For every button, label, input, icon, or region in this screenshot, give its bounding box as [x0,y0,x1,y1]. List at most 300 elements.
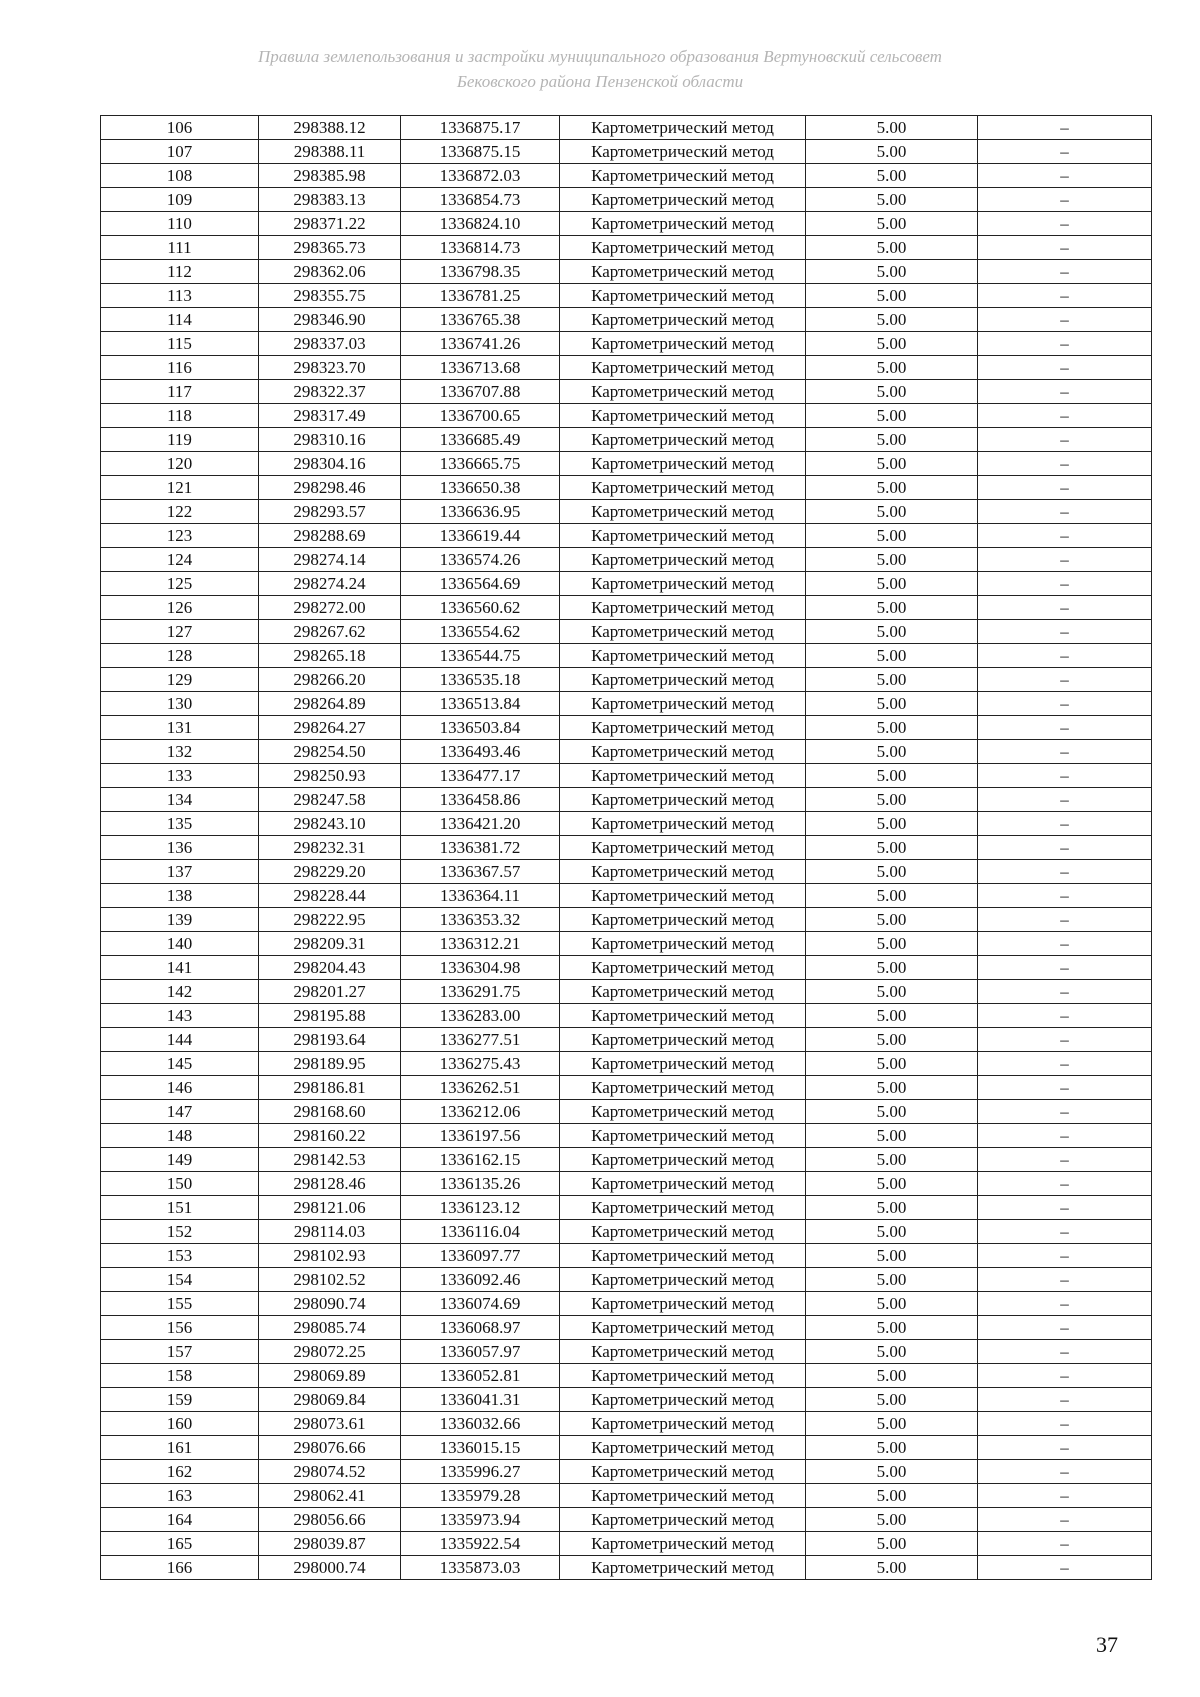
accuracy-cell: 5.00 [806,1076,978,1100]
note-cell: – [978,1244,1152,1268]
note-cell: – [978,380,1152,404]
point-number-cell: 110 [101,212,259,236]
table-row [101,860,1152,884]
method-cell: Картометрический метод [560,644,806,668]
note-cell: – [978,116,1152,140]
point-number-cell: 133 [101,764,259,788]
point-number-cell: 114 [101,308,259,332]
note-cell: – [978,1196,1152,1220]
x-coordinate-cell: 298209.31 [259,932,401,956]
table-row [101,1508,1152,1532]
point-number-cell: 149 [101,1148,259,1172]
x-coordinate-cell: 298142.53 [259,1148,401,1172]
point-number-cell: 144 [101,1028,259,1052]
table-row [101,452,1152,476]
accuracy-cell: 5.00 [806,380,978,404]
table-row [101,548,1152,572]
y-coordinate-cell: 1336197.56 [401,1124,560,1148]
table-row [101,308,1152,332]
x-coordinate-cell: 298274.14 [259,548,401,572]
point-number-cell: 112 [101,260,259,284]
note-cell: – [978,1388,1152,1412]
note-cell: – [978,1484,1152,1508]
table-row [101,1460,1152,1484]
accuracy-cell: 5.00 [806,908,978,932]
method-cell: Картометрический метод [560,1004,806,1028]
table-row [101,212,1152,236]
table-row [101,164,1152,188]
method-cell: Картометрический метод [560,116,806,140]
note-cell: – [978,740,1152,764]
y-coordinate-cell: 1336503.84 [401,716,560,740]
accuracy-cell: 5.00 [806,644,978,668]
x-coordinate-cell: 298310.16 [259,428,401,452]
y-coordinate-cell: 1336162.15 [401,1148,560,1172]
method-cell: Картометрический метод [560,1172,806,1196]
accuracy-cell: 5.00 [806,524,978,548]
table-row [101,1268,1152,1292]
note-cell: – [978,1268,1152,1292]
table-row [101,284,1152,308]
method-cell: Картометрический метод [560,476,806,500]
table-row [101,1244,1152,1268]
y-coordinate-cell: 1336381.72 [401,836,560,860]
y-coordinate-cell: 1336707.88 [401,380,560,404]
point-number-cell: 129 [101,668,259,692]
table-row [101,1292,1152,1316]
point-number-cell: 148 [101,1124,259,1148]
x-coordinate-cell: 298304.16 [259,452,401,476]
x-coordinate-cell: 298102.52 [259,1268,401,1292]
y-coordinate-cell: 1336798.35 [401,260,560,284]
accuracy-cell: 5.00 [806,548,978,572]
x-coordinate-cell: 298128.46 [259,1172,401,1196]
point-number-cell: 113 [101,284,259,308]
accuracy-cell: 5.00 [806,1172,978,1196]
accuracy-cell: 5.00 [806,1364,978,1388]
y-coordinate-cell: 1336814.73 [401,236,560,260]
header-line-2: Бековского района Пензенской области [456,72,744,91]
accuracy-cell: 5.00 [806,476,978,500]
table-row [101,572,1152,596]
x-coordinate-cell: 298288.69 [259,524,401,548]
method-cell: Картометрический метод [560,668,806,692]
x-coordinate-cell: 298362.06 [259,260,401,284]
method-cell: Картометрический метод [560,1436,806,1460]
method-cell: Картометрический метод [560,212,806,236]
table-row [101,404,1152,428]
accuracy-cell: 5.00 [806,1220,978,1244]
y-coordinate-cell: 1336650.38 [401,476,560,500]
table-row [101,428,1152,452]
accuracy-cell: 5.00 [806,1244,978,1268]
point-number-cell: 154 [101,1268,259,1292]
note-cell: – [978,764,1152,788]
y-coordinate-cell: 1336116.04 [401,1220,560,1244]
method-cell: Картометрический метод [560,836,806,860]
point-number-cell: 140 [101,932,259,956]
method-cell: Картометрический метод [560,284,806,308]
method-cell: Картометрический метод [560,452,806,476]
method-cell: Картометрический метод [560,1076,806,1100]
x-coordinate-cell: 298090.74 [259,1292,401,1316]
note-cell: – [978,1292,1152,1316]
accuracy-cell: 5.00 [806,1460,978,1484]
accuracy-cell: 5.00 [806,716,978,740]
y-coordinate-cell: 1336700.65 [401,404,560,428]
method-cell: Картометрический метод [560,812,806,836]
method-cell: Картометрический метод [560,1556,806,1580]
note-cell: – [978,284,1152,308]
accuracy-cell: 5.00 [806,500,978,524]
y-coordinate-cell: 1336015.15 [401,1436,560,1460]
point-number-cell: 138 [101,884,259,908]
note-cell: – [978,404,1152,428]
note-cell: – [978,1076,1152,1100]
method-cell: Картометрический метод [560,884,806,908]
x-coordinate-cell: 298160.22 [259,1124,401,1148]
note-cell: – [978,1556,1152,1580]
accuracy-cell: 5.00 [806,1388,978,1412]
point-number-cell: 166 [101,1556,259,1580]
method-cell: Картометрический метод [560,1100,806,1124]
y-coordinate-cell: 1336123.12 [401,1196,560,1220]
point-number-cell: 163 [101,1484,259,1508]
accuracy-cell: 5.00 [806,236,978,260]
point-number-cell: 130 [101,692,259,716]
accuracy-cell: 5.00 [806,404,978,428]
x-coordinate-cell: 298039.87 [259,1532,401,1556]
y-coordinate-cell: 1336212.06 [401,1100,560,1124]
x-coordinate-cell: 298265.18 [259,644,401,668]
y-coordinate-cell: 1336741.26 [401,332,560,356]
x-coordinate-cell: 298254.50 [259,740,401,764]
accuracy-cell: 5.00 [806,260,978,284]
table-row [101,716,1152,740]
method-cell: Картометрический метод [560,860,806,884]
table-row [101,884,1152,908]
point-number-cell: 137 [101,860,259,884]
note-cell: – [978,188,1152,212]
point-number-cell: 165 [101,1532,259,1556]
method-cell: Картометрический метод [560,956,806,980]
x-coordinate-cell: 298201.27 [259,980,401,1004]
method-cell: Картометрический метод [560,332,806,356]
x-coordinate-cell: 298168.60 [259,1100,401,1124]
accuracy-cell: 5.00 [806,764,978,788]
note-cell: – [978,716,1152,740]
y-coordinate-cell: 1336097.77 [401,1244,560,1268]
note-cell: – [978,1148,1152,1172]
method-cell: Картометрический метод [560,716,806,740]
accuracy-cell: 5.00 [806,188,978,212]
accuracy-cell: 5.00 [806,164,978,188]
note-cell: – [978,212,1152,236]
coordinates-table-body [101,116,1152,1580]
accuracy-cell: 5.00 [806,1340,978,1364]
y-coordinate-cell: 1336713.68 [401,356,560,380]
note-cell: – [978,1532,1152,1556]
accuracy-cell: 5.00 [806,1124,978,1148]
y-coordinate-cell: 1336312.21 [401,932,560,956]
x-coordinate-cell: 298317.49 [259,404,401,428]
note-cell: – [978,596,1152,620]
accuracy-cell: 5.00 [806,788,978,812]
accuracy-cell: 5.00 [806,572,978,596]
table-row [101,980,1152,1004]
note-cell: – [978,452,1152,476]
method-cell: Картометрический метод [560,1460,806,1484]
note-cell: – [978,1028,1152,1052]
method-cell: Картометрический метод [560,1388,806,1412]
y-coordinate-cell: 1336364.11 [401,884,560,908]
x-coordinate-cell: 298069.89 [259,1364,401,1388]
y-coordinate-cell: 1335996.27 [401,1460,560,1484]
note-cell: – [978,908,1152,932]
method-cell: Картометрический метод [560,308,806,332]
y-coordinate-cell: 1336685.49 [401,428,560,452]
point-number-cell: 153 [101,1244,259,1268]
method-cell: Картометрический метод [560,620,806,644]
accuracy-cell: 5.00 [806,1316,978,1340]
y-coordinate-cell: 1336477.17 [401,764,560,788]
x-coordinate-cell: 298102.93 [259,1244,401,1268]
x-coordinate-cell: 298193.64 [259,1028,401,1052]
table-row [101,332,1152,356]
y-coordinate-cell: 1336544.75 [401,644,560,668]
point-number-cell: 156 [101,1316,259,1340]
note-cell: – [978,1004,1152,1028]
note-cell: – [978,1364,1152,1388]
method-cell: Картометрический метод [560,1340,806,1364]
accuracy-cell: 5.00 [806,332,978,356]
method-cell: Картометрический метод [560,164,806,188]
method-cell: Картометрический метод [560,1292,806,1316]
point-number-cell: 118 [101,404,259,428]
table-row [101,1436,1152,1460]
method-cell: Картометрический метод [560,692,806,716]
point-number-cell: 157 [101,1340,259,1364]
note-cell: – [978,860,1152,884]
page-number: 37 [1096,1632,1118,1657]
method-cell: Картометрический метод [560,1124,806,1148]
table-row [101,932,1152,956]
method-cell: Картометрический метод [560,548,806,572]
x-coordinate-cell: 298266.20 [259,668,401,692]
note-cell: – [978,956,1152,980]
method-cell: Картометрический метод [560,500,806,524]
x-coordinate-cell: 298365.73 [259,236,401,260]
table-row [101,476,1152,500]
table-row [101,1340,1152,1364]
point-number-cell: 155 [101,1292,259,1316]
note-cell: – [978,236,1152,260]
method-cell: Картометрический метод [560,740,806,764]
method-cell: Картометрический метод [560,1028,806,1052]
x-coordinate-cell: 298322.37 [259,380,401,404]
point-number-cell: 139 [101,908,259,932]
y-coordinate-cell: 1335873.03 [401,1556,560,1580]
y-coordinate-cell: 1336074.69 [401,1292,560,1316]
note-cell: – [978,1124,1152,1148]
accuracy-cell: 5.00 [806,1268,978,1292]
x-coordinate-cell: 298264.27 [259,716,401,740]
x-coordinate-cell: 298264.89 [259,692,401,716]
y-coordinate-cell: 1336513.84 [401,692,560,716]
point-number-cell: 126 [101,596,259,620]
note-cell: – [978,1172,1152,1196]
method-cell: Картометрический метод [560,1508,806,1532]
y-coordinate-cell: 1336277.51 [401,1028,560,1052]
note-cell: – [978,572,1152,596]
note-cell: – [978,356,1152,380]
table-row [101,836,1152,860]
note-cell: – [978,524,1152,548]
method-cell: Картометрический метод [560,596,806,620]
accuracy-cell: 5.00 [806,116,978,140]
method-cell: Картометрический метод [560,572,806,596]
note-cell: – [978,980,1152,1004]
accuracy-cell: 5.00 [806,1028,978,1052]
table-row [101,356,1152,380]
table-row [101,1076,1152,1100]
table-row [101,1556,1152,1580]
point-number-cell: 151 [101,1196,259,1220]
accuracy-cell: 5.00 [806,668,978,692]
method-cell: Картометрический метод [560,1484,806,1508]
x-coordinate-cell: 298274.24 [259,572,401,596]
y-coordinate-cell: 1336554.62 [401,620,560,644]
note-cell: – [978,1460,1152,1484]
table-row [101,1484,1152,1508]
x-coordinate-cell: 298293.57 [259,500,401,524]
x-coordinate-cell: 298388.11 [259,140,401,164]
accuracy-cell: 5.00 [806,1052,978,1076]
method-cell: Картометрический метод [560,260,806,284]
accuracy-cell: 5.00 [806,980,978,1004]
table-row [101,692,1152,716]
method-cell: Картометрический метод [560,380,806,404]
table-row [101,1028,1152,1052]
x-coordinate-cell: 298000.74 [259,1556,401,1580]
x-coordinate-cell: 298232.31 [259,836,401,860]
x-coordinate-cell: 298186.81 [259,1076,401,1100]
y-coordinate-cell: 1336493.46 [401,740,560,764]
table-row [101,788,1152,812]
note-cell: – [978,500,1152,524]
table-row [101,1220,1152,1244]
x-coordinate-cell: 298267.62 [259,620,401,644]
accuracy-cell: 5.00 [806,932,978,956]
y-coordinate-cell: 1336535.18 [401,668,560,692]
table-row [101,1148,1152,1172]
note-cell: – [978,1436,1152,1460]
method-cell: Картометрический метод [560,1412,806,1436]
x-coordinate-cell: 298385.98 [259,164,401,188]
table-row [101,188,1152,212]
point-number-cell: 127 [101,620,259,644]
method-cell: Картометрический метод [560,1052,806,1076]
table-row [101,1100,1152,1124]
x-coordinate-cell: 298076.66 [259,1436,401,1460]
point-number-cell: 117 [101,380,259,404]
table-row [101,1124,1152,1148]
note-cell: – [978,788,1152,812]
y-coordinate-cell: 1335979.28 [401,1484,560,1508]
x-coordinate-cell: 298388.12 [259,116,401,140]
y-coordinate-cell: 1336619.44 [401,524,560,548]
accuracy-cell: 5.00 [806,1556,978,1580]
accuracy-cell: 5.00 [806,1436,978,1460]
x-coordinate-cell: 298121.06 [259,1196,401,1220]
note-cell: – [978,140,1152,164]
y-coordinate-cell: 1336353.32 [401,908,560,932]
note-cell: – [978,620,1152,644]
y-coordinate-cell: 1336041.31 [401,1388,560,1412]
accuracy-cell: 5.00 [806,1532,978,1556]
coordinates-table [100,115,1152,1580]
x-coordinate-cell: 298346.90 [259,308,401,332]
point-number-cell: 161 [101,1436,259,1460]
note-cell: – [978,836,1152,860]
y-coordinate-cell: 1336665.75 [401,452,560,476]
point-number-cell: 116 [101,356,259,380]
table-row [101,1052,1152,1076]
point-number-cell: 158 [101,1364,259,1388]
y-coordinate-cell: 1336458.86 [401,788,560,812]
x-coordinate-cell: 298062.41 [259,1484,401,1508]
point-number-cell: 106 [101,116,259,140]
table-row [101,1196,1152,1220]
table-row [101,1412,1152,1436]
table-row [101,116,1152,140]
header-line-1: Правила землепользования и застройки муниципального образования Вертуновский сельсовет [258,47,942,66]
point-number-cell: 134 [101,788,259,812]
table-row [101,1388,1152,1412]
accuracy-cell: 5.00 [806,1412,978,1436]
note-cell: – [978,812,1152,836]
x-coordinate-cell: 298247.58 [259,788,401,812]
y-coordinate-cell: 1336283.00 [401,1004,560,1028]
point-number-cell: 115 [101,332,259,356]
x-coordinate-cell: 298189.95 [259,1052,401,1076]
note-cell: – [978,1412,1152,1436]
point-number-cell: 164 [101,1508,259,1532]
method-cell: Картометрический метод [560,428,806,452]
point-number-cell: 128 [101,644,259,668]
method-cell: Картометрический метод [560,1148,806,1172]
table-row [101,140,1152,164]
point-number-cell: 145 [101,1052,259,1076]
point-number-cell: 122 [101,500,259,524]
note-cell: – [978,692,1152,716]
y-coordinate-cell: 1336560.62 [401,596,560,620]
accuracy-cell: 5.00 [806,884,978,908]
y-coordinate-cell: 1336291.75 [401,980,560,1004]
point-number-cell: 159 [101,1388,259,1412]
y-coordinate-cell: 1336564.69 [401,572,560,596]
accuracy-cell: 5.00 [806,1148,978,1172]
method-cell: Картометрический метод [560,1220,806,1244]
table-row [101,1532,1152,1556]
x-coordinate-cell: 298371.22 [259,212,401,236]
method-cell: Картометрический метод [560,404,806,428]
note-cell: – [978,428,1152,452]
table-row [101,260,1152,284]
accuracy-cell: 5.00 [806,860,978,884]
point-number-cell: 143 [101,1004,259,1028]
table-row [101,1004,1152,1028]
